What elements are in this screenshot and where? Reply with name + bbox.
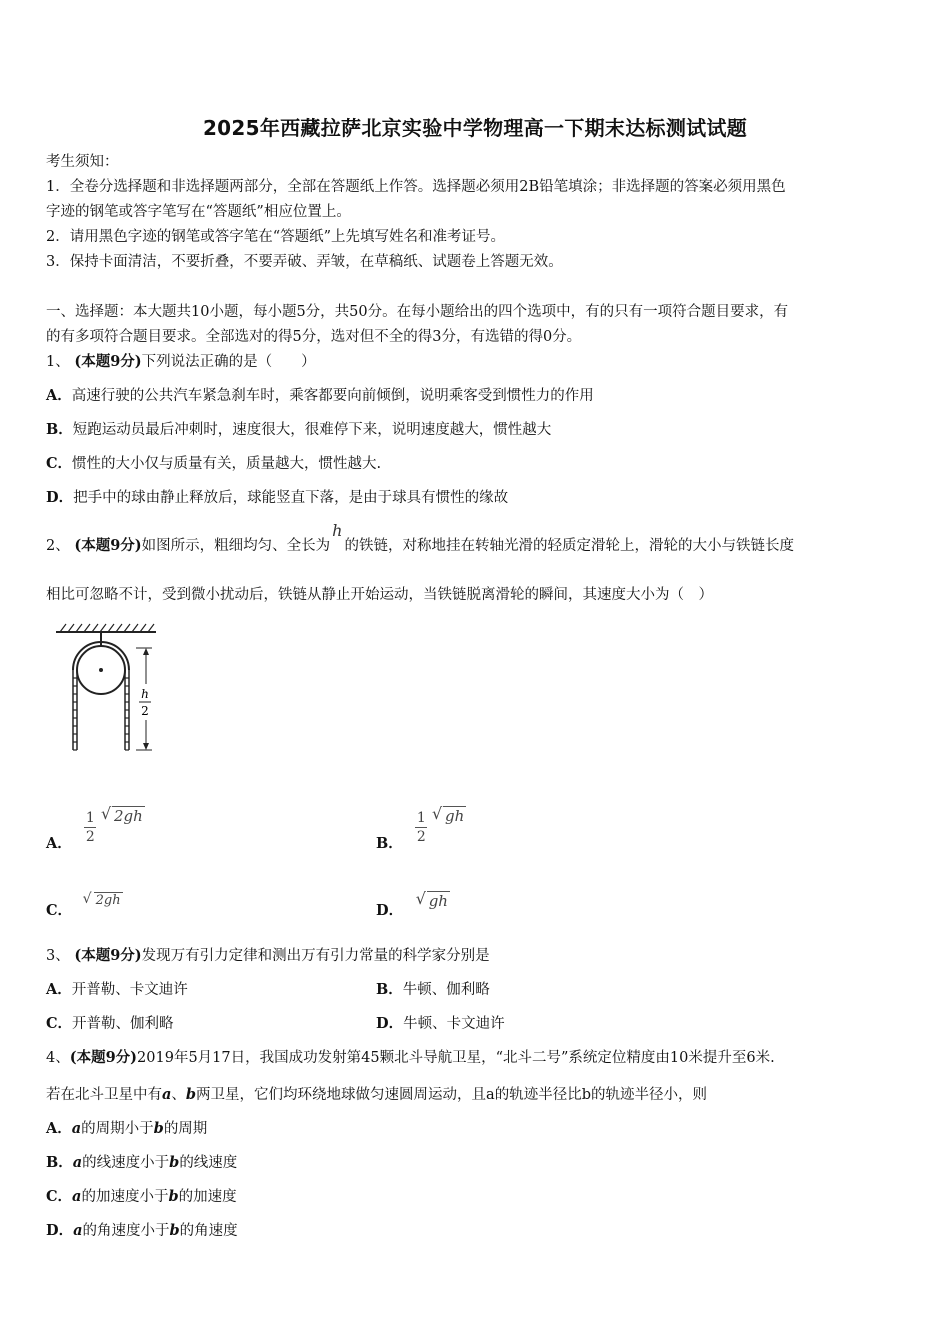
section-instructions-1: 一、选择题：本大题共10小题，每小题5分，共50分。在每小题给出的四个选项中，有的只有一项符合题目要求，有 [46, 304, 789, 320]
fraction-half: $\frac{1}{2}$ [85, 810, 95, 845]
q2-option-b: B． $\frac{1}{2}$ √ gh [376, 803, 465, 852]
q1-option-c: C．惯性的大小仅与质量有关，质量越大，惯性越大. [46, 455, 382, 472]
notice-heading: 考生须知： [46, 154, 119, 170]
section-instructions-2: 的有多项符合题目要求。全部选对的得5分，选对但不全的得3分，有选错的得0分。 [46, 329, 582, 345]
question-4-stem-cont: 若在北斗卫星中有a、b两卫星，它们均环绕地球做匀速圆周运动，且a的轨迹半径比b的轨迹半径小，则 [46, 1086, 707, 1103]
q2-option-d: D． √ gh [376, 889, 448, 919]
question-score: (本题9分) [74, 353, 142, 370]
notice-item-3: 3．保持卡面清洁，不要折叠，不要弄破、弄皱，在草稿纸、试题卷上答题无效。 [46, 254, 563, 270]
q1-option-b: B．短跑运动员最后冲刺时，速度很大，很难停下来，说明速度越大，惯性越大 [46, 421, 552, 438]
question-score: (本题9分) [69, 1049, 138, 1066]
figure-label-numerator: h [141, 687, 149, 701]
variable-h: h [332, 521, 343, 540]
pulley-chain-figure [56, 622, 166, 757]
fraction-half: $\frac{1}{2}$ [416, 810, 426, 845]
q1-option-a: A．高速行驶的公共汽车紧急刹车时，乘客都要向前倾倒，说明乘客受到惯性力的作用 [46, 387, 594, 404]
sqrt-expression: √ gh [431, 803, 465, 825]
q4-option-c: C．a的加速度小于b的加速度 [46, 1188, 237, 1205]
q4-option-b: B．a的线速度小于b的线速度 [46, 1154, 238, 1171]
question-4-stem: 4、(本题9分)2019年5月17日，我国成功发射第45颗北斗导航卫星，“北斗二号”系统定位精度由10米提升至6米. [46, 1049, 775, 1066]
question-3-stem: 3、 (本题9分)发现万有引力定律和测出万有引力常量的科学家分别是 [46, 947, 490, 964]
question-number: 4、 [46, 1050, 70, 1066]
question-2-stem: 2、 (本题9分)如图所示，粗细均匀、全长为h的铁链，对称地挂在转轴光滑的轻质定滑轮上，滑轮的大小与铁链长度 [46, 521, 794, 554]
notice-item-1-cont: 字迹的钢笔或答字笔写在“答题纸”相应位置上。 [46, 204, 351, 220]
sqrt-expression: √ 2gh [82, 891, 121, 908]
question-number: 2、 [46, 538, 70, 554]
question-number: 1、 [46, 354, 70, 370]
page-title: 2025年西藏拉萨北京实验中学物理高一下期末达标测试试题 [202, 116, 748, 140]
q3-option-a: A．开普勒、卡文迪许 [46, 981, 188, 998]
notice-item-1: 1．全卷分选择题和非选择题两部分，全部在答题纸上作答。选择题必须用2B铅笔填涂；非选择题的答案必须用黑色 [46, 179, 786, 195]
notice-item-2: 2．请用黑色字迹的钢笔或答字笔在“答题纸”上先填写姓名和准考证号。 [46, 229, 506, 245]
q3-option-c: C．开普勒、伽利略 [46, 1015, 174, 1032]
q4-option-a: A．a的周期小于b的周期 [46, 1120, 208, 1137]
question-number: 3、 [46, 948, 70, 964]
question-text: 下列说法正确的是（ ） [141, 354, 316, 370]
figure-label-denominator: 2 [141, 704, 149, 718]
question-score: (本题9分) [74, 947, 142, 964]
q3-option-d: D．牛顿、卡文迪许 [376, 1015, 505, 1032]
q3-option-b: B．牛顿、伽利略 [376, 981, 490, 998]
q2-option-c: C． √ 2gh [46, 891, 121, 919]
sqrt-expression: √ gh [415, 889, 448, 910]
q4-option-d: D．a的角速度小于b的角速度 [46, 1222, 238, 1239]
question-1-stem [46, 352, 316, 372]
q1-option-d: D．把手中的球由静止释放后，球能竖直下落，是由于球具有惯性的缘故 [46, 489, 509, 506]
question-score: (本题9分) [74, 537, 142, 554]
question-2-stem-cont: 相比可忽略不计，受到微小扰动后，铁链从静止开始运动，当铁链脱离滑轮的瞬间，其速度大小为（ ） [46, 587, 713, 603]
q2-option-a: A． $\frac{1}{2}$ √ 2gh [46, 803, 143, 852]
sqrt-expression: √ 2gh [100, 803, 143, 825]
